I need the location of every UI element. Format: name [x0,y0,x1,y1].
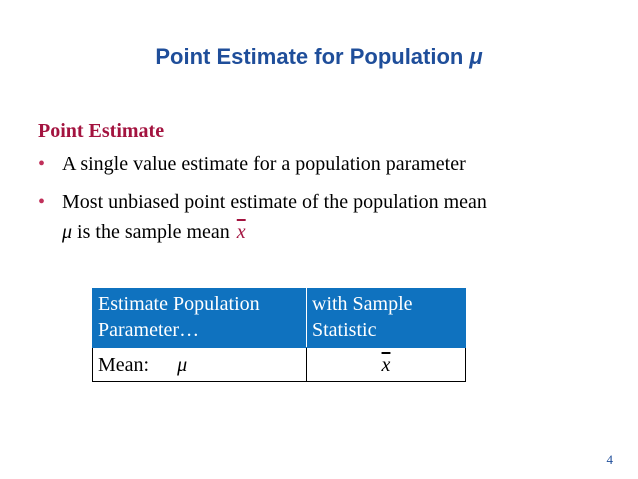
bullet-continuation-text: is the sample mean [77,221,230,243]
slide-title-symbol: μ [469,44,483,69]
bullet-continuation [62,219,246,245]
section-heading: Point Estimate [38,120,165,142]
mean-label: Mean: [98,353,150,376]
mu-symbol: μ [62,221,73,243]
slide-title [0,42,638,72]
bullet-item [38,189,487,215]
estimate-table [92,288,466,382]
table-cell [93,348,307,382]
bullet-item [38,151,466,177]
table-header-cell: Estimate Population Parameter… [93,289,307,348]
table-row [93,348,466,382]
table-header-cell: with Sample Statistic [307,289,466,348]
x-bar-symbol: $\overline{x}$ [236,221,246,243]
slide-title-text: Point Estimate for Population [155,44,464,69]
bullet-marker: • [38,191,46,213]
bullet-marker: • [38,153,46,175]
table-cell [307,348,466,382]
bullet-text: A single value estimate for a population parameter [62,153,466,175]
page-number: 4 [606,452,613,467]
x-bar-symbol: $\overline{x}$ [381,353,391,376]
mu-symbol: μ [177,353,188,376]
bullet-text: Most unbiased point estimate of the population mean [62,191,487,213]
table-header-row [93,289,466,348]
